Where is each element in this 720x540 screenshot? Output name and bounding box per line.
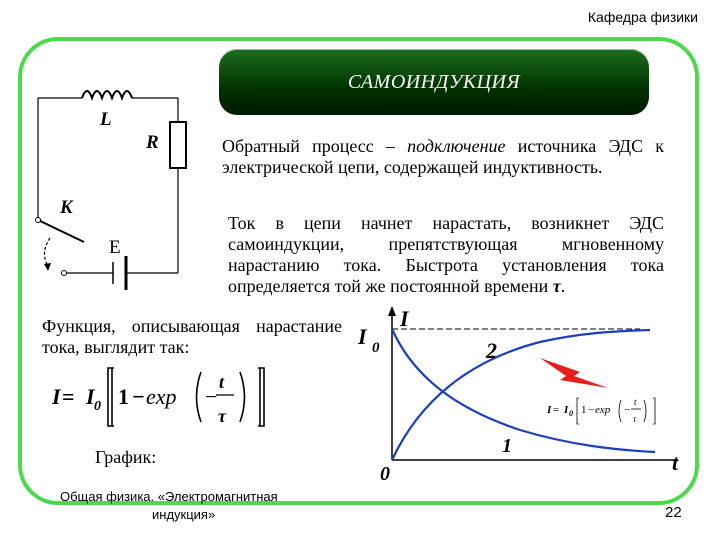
growth-curve <box>392 330 650 460</box>
department-header: Кафедра физики <box>587 9 698 25</box>
inductor-label: L <box>100 109 112 130</box>
origin-label: 0 <box>380 463 390 485</box>
svg-text:t: t <box>634 397 637 407</box>
red-arrow <box>540 358 608 388</box>
circuit-diagram <box>20 78 200 293</box>
svg-text:exp: exp <box>146 384 177 409</box>
page-number: 22 <box>665 504 682 521</box>
svg-text:exp: exp <box>595 404 611 416</box>
curve-2-label: 2 <box>486 338 497 363</box>
graph-label: График: <box>95 447 157 467</box>
svg-text:−: − <box>624 404 631 416</box>
paragraph-current-growth: Ток в цепи начнет нарастать, возникнет ЭДС самоиндукции, препятствующая мгновенному нарастанию тока. Быстрота установления тока определяется той же постоянной времени τ. <box>228 213 664 296</box>
svg-text:0: 0 <box>372 340 380 356</box>
svg-text:1: 1 <box>118 384 129 409</box>
svg-text:I: I <box>86 384 95 409</box>
footer-course: Общая физика. «Электромагнитная индукция» <box>60 489 278 522</box>
svg-text:τ: τ <box>218 406 226 426</box>
svg-text:I: I <box>547 404 552 416</box>
svg-text:−: − <box>132 384 145 409</box>
svg-text:t: t <box>219 372 225 392</box>
svg-text:−: − <box>205 384 218 409</box>
svg-text:0: 0 <box>94 399 101 414</box>
y-axis-label: I <box>400 306 409 331</box>
svg-text:=: = <box>553 404 560 416</box>
current-graph <box>350 300 695 490</box>
paragraph-function: Функция, описывающая нарастание тока, выглядит так: <box>42 316 342 357</box>
i0-label: I <box>358 324 367 349</box>
svg-text:1: 1 <box>581 404 587 416</box>
svg-text:τ: τ <box>633 414 637 424</box>
svg-text:0: 0 <box>569 409 573 418</box>
curve-1-label: 1 <box>502 435 512 457</box>
svg-text:−: − <box>588 404 595 416</box>
paragraph-reverse-process: Обратный процесс – подключение источника ЭДС к электрической цепи, содержащей индуктивность. <box>222 136 665 177</box>
current-growth-formula <box>48 362 268 432</box>
svg-text:I: I <box>52 384 61 409</box>
resistor-label: R <box>146 132 159 153</box>
x-axis-label: t <box>672 450 679 475</box>
source-label: E <box>109 237 121 258</box>
title-banner <box>219 49 649 115</box>
key-label: K <box>60 197 73 218</box>
small-formula <box>546 397 637 424</box>
svg-text:I: I <box>564 404 569 416</box>
svg-text:=: = <box>62 384 75 409</box>
slide-title: САМОИНДУКЦИЯ <box>347 70 521 93</box>
